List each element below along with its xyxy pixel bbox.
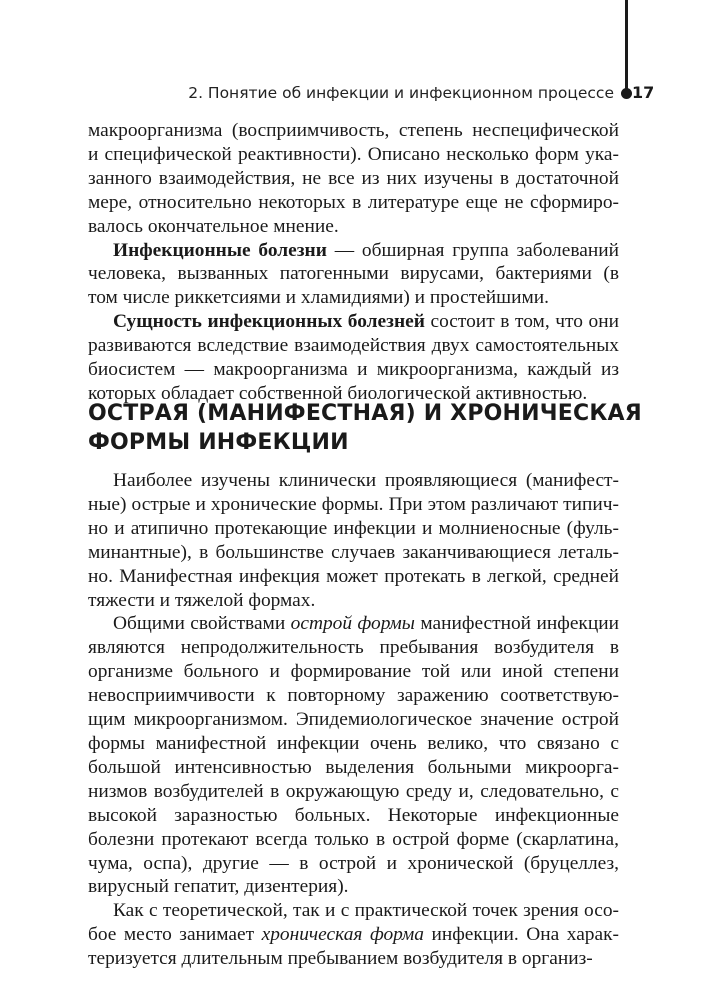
header-rule-dot bbox=[621, 88, 632, 99]
section-text bbox=[88, 469, 619, 971]
paragraph-acute-form: Общими свойствами острой формы манифестной инфекции являются непродолжительность пребывания возбудителя в организме больного и формирование той или иной степени невосприимчивости к повторному заражению соответствующим микроорганизмом. Эпидемиологическое значение острой формы манифестной инфекции очень велико, что связано с большой интенсивностью выделения больными микроорганизмов возбудителей в окружающую среду и, следовательно, с высокой заразностью больных. Некоторые инфекционные болезни протекают всегда только в острой форме (скарлатина, чума, оспа), другие — в острой и хронической (бруцеллез, вирусный гепатит, дизентерия). bbox=[88, 613, 619, 898]
paragraph-infectious-diseases: Инфекционные болезни — обширная группа заболеваний человека, вызванных патогенными вирусами, бактериями (в том числе риккетсиями и хламидиями) и простейшими. bbox=[88, 239, 619, 309]
running-head: 2. Понятие об инфекции и инфекционном процессе bbox=[188, 84, 614, 102]
page-number: 17 bbox=[632, 83, 655, 102]
paragraph-essence: Сущность инфекционных болезней состоит в том, что они развиваются вследствие взаимодействия двух самостоятельных биосистем — макроорганизма и микроорганизма, каждый из которых обладает собственной биологической активностью. bbox=[88, 311, 619, 404]
term-essence: Сущность инфекционных болезней bbox=[113, 311, 425, 333]
emphasis-chronic-form: хроническая форма bbox=[261, 924, 424, 946]
paragraph-continuation: макроорганизма (восприимчивость, степень неспецифической и специфической реактивности). Описано несколько форм указанного взаимодействия, не все из них изучены в достаточной мере, относительно некоторых в литературе еще не сформировалось окончательное мнение. bbox=[88, 120, 619, 237]
paragraph-manifest-forms: Наиболее изучены клинически проявляющиеся (манифестные) острые и хронические формы. При этом различают типично и атипично протекающие инфекции и молниеносные (фульминантные), в большинстве случаев заканчивающиеся летально. Манифестная инфекция может протекать в легкой, средней тяжести и тяжелой формах. bbox=[88, 470, 619, 611]
emphasis-acute-form: острой формы bbox=[290, 613, 415, 635]
header-rule bbox=[625, 0, 628, 92]
term-infectious-diseases: Инфекционные болезни bbox=[113, 239, 327, 261]
section-heading: ОСТРАЯ (МАНИФЕСТНАЯ) И ХРОНИЧЕСКАЯ ФОРМЫ ИНФЕКЦИИ bbox=[88, 401, 642, 455]
intro-text bbox=[88, 119, 619, 406]
paragraph-chronic-form: Как с теоретической, так и с практической точек зрения особое место занимает хроническая форма инфекции. Она характеризуется длительным пребыванием возбудителя в организ- bbox=[88, 900, 619, 970]
